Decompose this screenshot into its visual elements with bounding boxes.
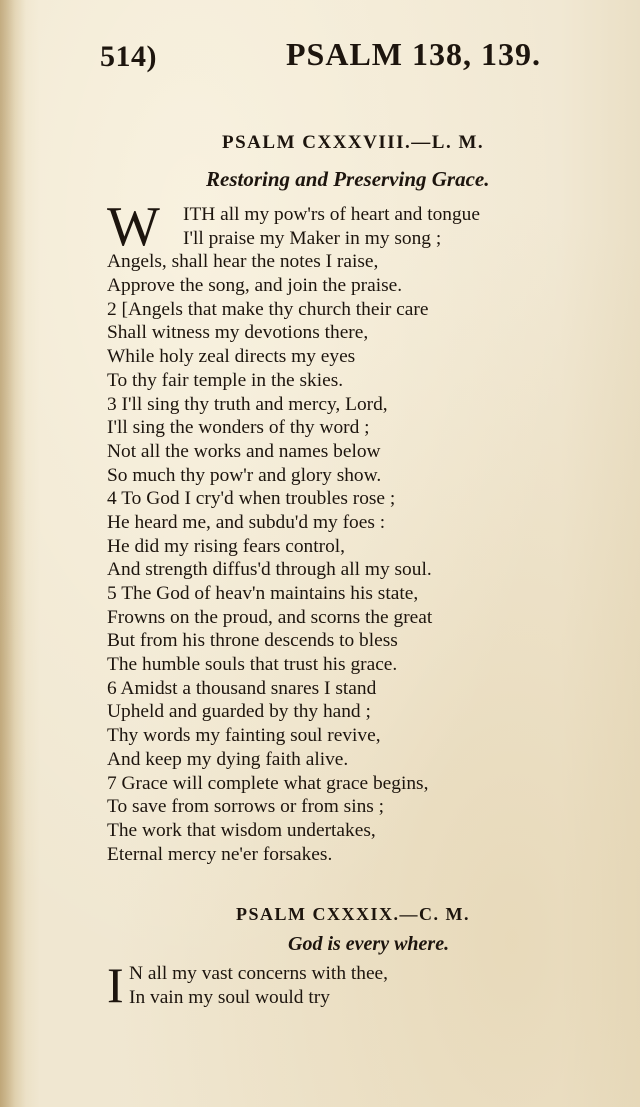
- hymn-line: While holy zeal directs my eyes: [107, 346, 356, 368]
- hymn-line: Shall witness my devotions there,: [107, 322, 369, 344]
- running-head: PSALM 138, 139.: [286, 36, 541, 72]
- hymn-line: 6 Amidst a thousand snares I stand: [107, 677, 377, 699]
- psalm-139-text: [107, 957, 389, 1013]
- hymn-line: And strength diffus'd through all my soul.: [107, 559, 432, 581]
- hymn-line: 2 [Angels that make thy church their care: [107, 298, 429, 320]
- hymn-line: 4 To God I cry'd when troubles rose ;: [107, 488, 396, 510]
- hymn-line: To save from sorrows or from sins ;: [107, 796, 385, 818]
- page-number: 514): [100, 40, 157, 73]
- hymn-line: He heard me, and subdu'd my foes :: [107, 511, 386, 533]
- psalm-138-subtitle: Restoring and Preserving Grace.: [206, 167, 490, 191]
- hymn-line: But from his throne descends to bless: [107, 630, 398, 652]
- hymn-line: 7 Grace will complete what grace begins,: [107, 772, 429, 794]
- hymn-line: Not all the works and names below: [107, 440, 381, 462]
- psalm-138-title: PSALM CXXXVIII.—L. M.: [222, 132, 485, 153]
- hymn-line: Angels, shall hear the notes I raise,: [107, 251, 379, 273]
- hymn-line: 5 The God of heav'n maintains his state,: [107, 583, 419, 604]
- drop-cap: I: [107, 957, 124, 1013]
- hymn-line: Eternal mercy ne'er forsakes.: [107, 843, 333, 865]
- hymn-line: The work that wisdom undertakes,: [107, 819, 376, 841]
- hymn-line: And keep my dying faith alive.: [107, 748, 349, 770]
- hymn-line: In vain my soul would try: [129, 986, 330, 1008]
- hymn-line: He did my rising fears control,: [107, 535, 346, 557]
- psalm-139-title: PSALM CXXXIX.—C. M.: [236, 904, 470, 924]
- page-gutter-shadow: [0, 0, 26, 1107]
- hymn-line: ITH all my pow'rs of heart and tongue: [183, 204, 480, 225]
- hymn-line: The humble souls that trust his grace.: [107, 654, 398, 676]
- hymn-line: So much thy pow'r and glory show.: [107, 464, 382, 486]
- page-header: [100, 34, 540, 84]
- psalm-139-subtitle: God is every where.: [288, 933, 450, 955]
- hymn-line: 3 I'll sing thy truth and mercy, Lord,: [107, 393, 388, 415]
- hymn-line: I'll praise my Maker in my song ;: [183, 227, 442, 249]
- hymn-line: I'll sing the wonders of thy word ;: [107, 417, 370, 439]
- drop-cap: W: [107, 196, 160, 258]
- hymn-line: Approve the song, and join the praise.: [107, 275, 403, 297]
- hymn-line: N all my vast concerns with thee,: [129, 963, 389, 984]
- hymn-line: Upheld and guarded by thy hand ;: [107, 701, 371, 723]
- hymn-line: Frowns on the proud, and scorns the great: [107, 606, 433, 628]
- psalm-138-text: [107, 196, 480, 866]
- hymn-line: Thy words my fainting soul revive,: [107, 725, 381, 747]
- hymn-line: To thy fair temple in the skies.: [107, 369, 344, 391]
